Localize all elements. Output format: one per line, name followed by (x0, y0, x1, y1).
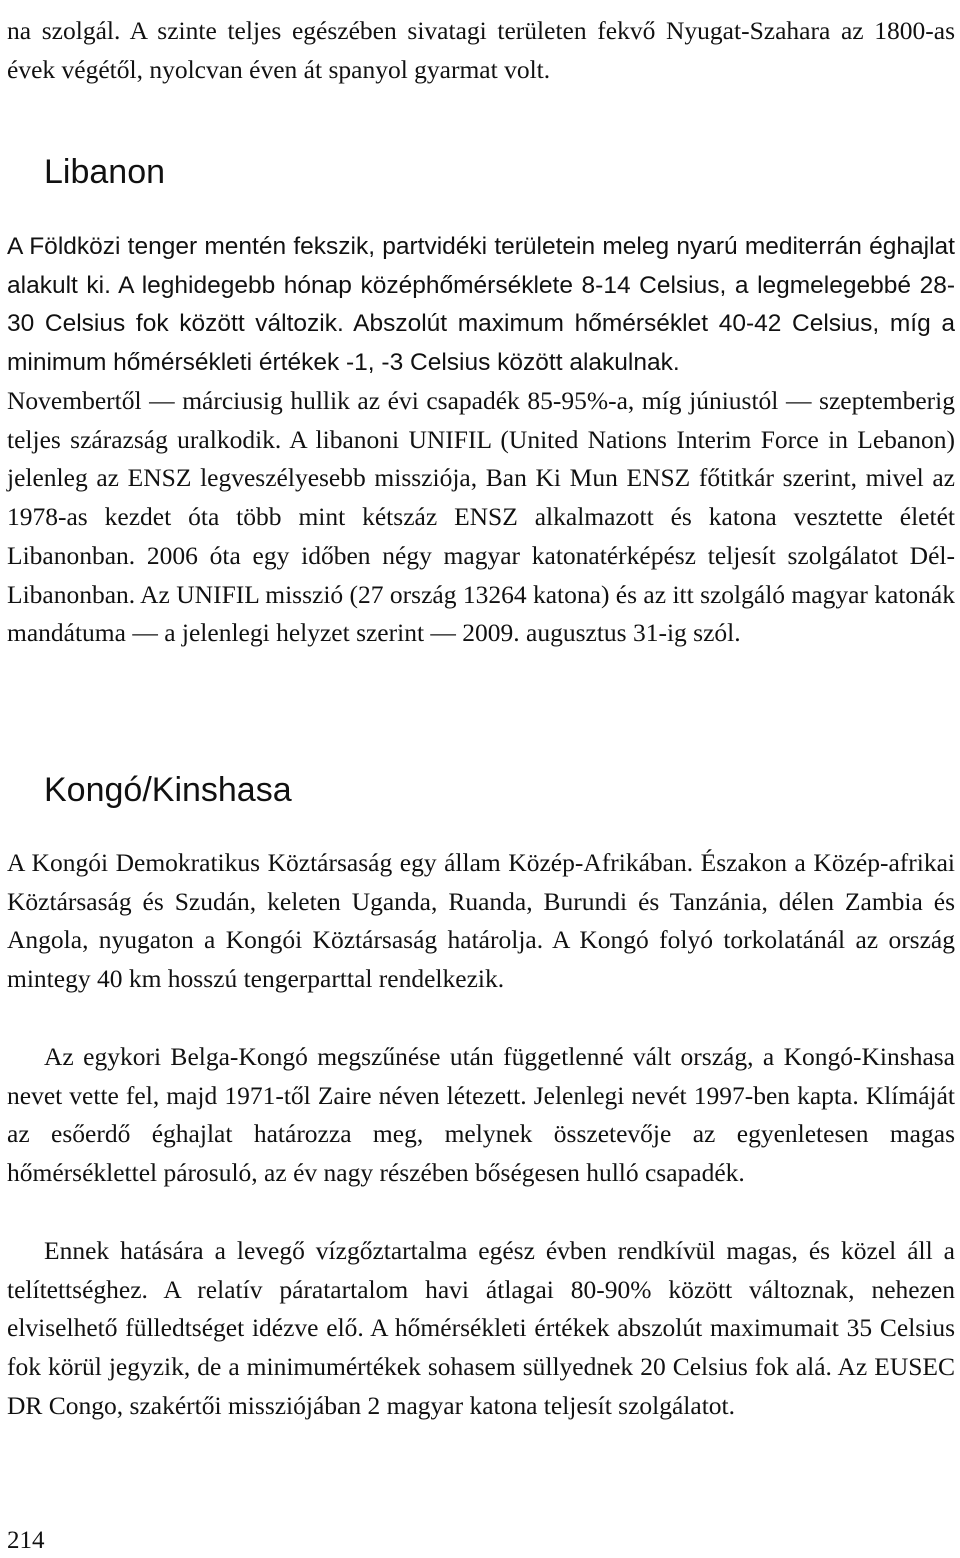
intro-paragraph: na szolgál. A szinte teljes egészében sivatagi területen fekvő Nyugat-Szahara az 1800-as évek végétől, nyolcvan éven át spanyol gyarmat volt. (7, 16, 955, 84)
section-heading-libanon: Libanon (44, 153, 166, 191)
kongo-paragraph-2: Az egykori Belga-Kongó megszűnése után függetlenné vált ország, a Kongó-Kinshasa nevet vette fel, majd 1971-től Zaire néven létezett. Jelenlegi nevét 1997-ben kapta. Klímáját az esőerdő éghajlat határozza meg, melynek összetevője az egyenletesen magas hőmérséklettel párosuló, az év nagy részében bőségesen hulló csapadék. (7, 1042, 955, 1188)
section-heading-kongo: Kongó/Kinshasa (44, 771, 292, 809)
page-number: 214 (7, 1527, 45, 1554)
kongo-paragraph-1: A Kongói Demokratikus Köztársaság egy állam Közép-Afrikában. Északon a Közép-afrikai Köztársaság és Szudán, keleten Uganda, Ruanda, Burundi és Tanzánia, délen Zambia és Angola, nyugaton a Kongói Köztársaság határolja. A Kongó folyó torkolatánál az ország mintegy 40 km hosszú tengerparttal rendelkezik. (7, 848, 955, 994)
libanon-climate-paragraph: A Földközi tenger mentén fekszik, partvidéki területein meleg nyarú mediterrán éghajlat alakult ki. A leghidegebb hónap középhőmérséklete 8-14 Celsius, a legmelegebbé 28-30 Celsius fok között változik. Abszolút maximum hőmérséklet 40-42 Celsius, míg a minimum hőmérsékleti értékek -1, -3 Celsius között alakulnak. (7, 233, 955, 377)
libanon-mission-paragraph: Novembertől — márciusig hullik az évi csapadék 85-95%-a, míg júniustól — szeptemberig teljes szárazság uralkodik. A libanoni UNIFIL (United Nations Interim Force in Lebanon) jelenleg az ENSZ legveszélyesebb missziója, Ban Ki Mun ENSZ főtitkár szerint, mivel az 1978-as kezdet óta több mint kétszáz ENSZ alkalmazott és katona vesztette életét Libanonban. 2006 óta egy időben négy magyar katonatérképész teljesít szolgálatot Dél-Libanonban. Az UNIFIL misszió (27 ország 13264 katona) és az itt szolgáló magyar katonák mandátuma — a jelenlegi helyzet szerint — 2009. augusztus 31-ig szól. (7, 386, 955, 648)
kongo-paragraph-3: Ennek hatására a levegő vízgőztartalma egész évben rendkívül magas, és közel áll a telítettséghez. A relatív páratartalom havi átlagai 80-90% között változnak, nehezen elviselhető fülledtséget idézve elő. A hőmérsékleti értékek abszolút maximumait 35 Celsius fok körül jegyzik, de a minimumértékek sohasem süllyednek 20 Celsius fok alá. Az EUSEC DR Congo, szakértői missziójában 2 magyar katona teljesít szolgálatot. (7, 1236, 955, 1420)
